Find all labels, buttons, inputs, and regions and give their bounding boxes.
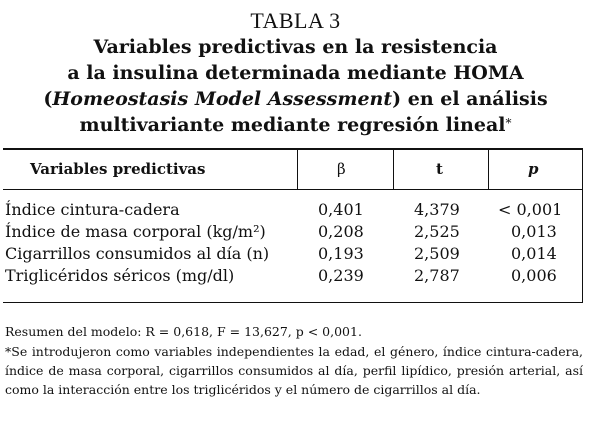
- title-line-4: [0, 112, 591, 138]
- row-p: 0,006: [511, 266, 557, 285]
- row-p: 0,013: [511, 222, 557, 241]
- header-bottom-rule: [3, 189, 583, 190]
- row-beta: 0,193: [318, 244, 364, 263]
- row-variable: Índice cintura-cadera: [5, 200, 180, 219]
- row-beta: 0,401: [318, 200, 364, 219]
- row-beta: 0,239: [318, 266, 364, 285]
- footnote: *Se introdujeron como variables independientes la edad, el género, índice cintura-cadera, índice de masa corporal, cigarrillos consumidos al día, perfil lipídico, presión arterial, así como la interacción entre los triglicéridos y el número de cigarrillos al día.: [5, 344, 583, 397]
- row-t: 2,525: [414, 222, 460, 241]
- table-row: [0, 199, 591, 221]
- row-beta: 0,208: [318, 222, 364, 241]
- table-title: [0, 34, 591, 138]
- title-line-1: Variables predictivas en la resistencia: [93, 36, 498, 58]
- table-row: [0, 243, 591, 265]
- table-row: [0, 221, 591, 243]
- column-divider: [297, 150, 298, 189]
- header-beta: β: [337, 160, 346, 178]
- row-t: 2,509: [414, 244, 460, 263]
- row-variable: Índice de masa corporal (kg/m²): [5, 222, 266, 241]
- row-p: < 0,001: [498, 200, 563, 219]
- row-t: 4,379: [414, 200, 460, 219]
- table-bottom-rule: [3, 302, 583, 303]
- table-top-rule: [3, 148, 583, 150]
- row-t: 2,787: [414, 266, 460, 285]
- table-row: [0, 265, 591, 287]
- title-italic-term: Homeostasis Model Assessment: [52, 88, 393, 110]
- title-line-3: [0, 86, 591, 112]
- header-p: p: [528, 160, 539, 178]
- column-divider: [488, 150, 489, 189]
- title-paren-open: (: [43, 88, 53, 110]
- model-summary: Resumen del modelo: R = 0,618, F = 13,627, p < 0,001.: [5, 324, 362, 339]
- table-label: TABLA 3: [250, 8, 341, 33]
- row-p: 0,014: [511, 244, 557, 263]
- title-line-4-text: multivariante mediante regresión lineal: [79, 114, 506, 136]
- row-variable: Cigarrillos consumidos al día (n): [5, 244, 270, 263]
- row-variable: Triglicéridos séricos (mg/dl): [5, 266, 235, 285]
- header-t: t: [436, 160, 443, 178]
- title-line-3-rest: ) en el análisis: [392, 88, 548, 110]
- title-line-2: a la insulina determinada mediante HOMA: [67, 62, 524, 84]
- header-variables: Variables predictivas: [30, 160, 206, 178]
- column-divider: [393, 150, 394, 189]
- footnote-mark: *: [505, 116, 512, 130]
